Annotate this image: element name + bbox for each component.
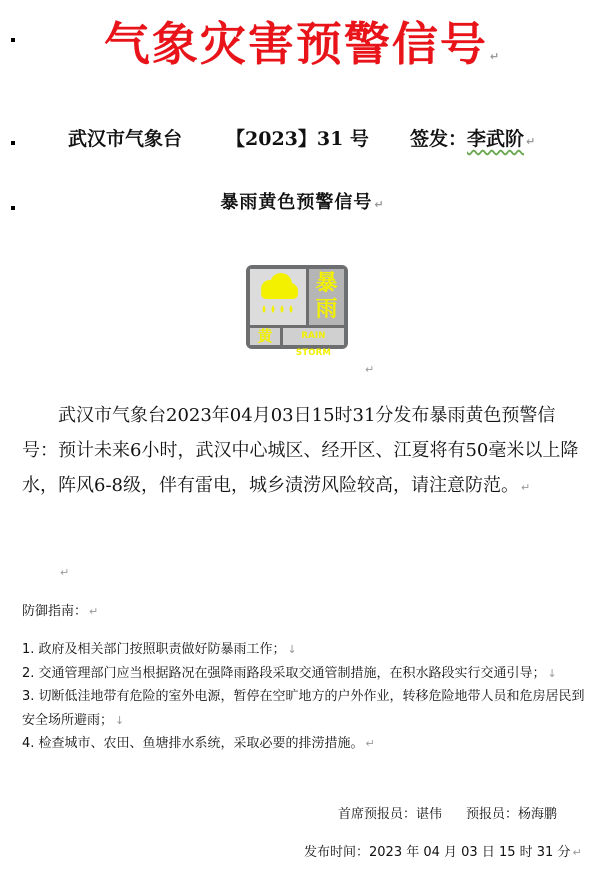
issue-time: 发布时间：2023 年 04 月 03 日 15 时 31 分 ↵ (304, 845, 582, 860)
warning-subtitle: 暴雨黄色预警信号 ↵ (220, 192, 385, 213)
cloud-rain-icon (250, 269, 306, 325)
issuer: 武汉市气象台 (68, 128, 183, 150)
rainstorm-yellow-warning-icon (246, 265, 348, 358)
paragraph-mark: ↵ (365, 737, 375, 750)
header-line (68, 124, 535, 151)
paragraph-mark: ↵ (365, 363, 375, 376)
defense-guide-list (22, 638, 592, 756)
icon-char-yu: 雨 (315, 296, 338, 322)
warning-body (22, 398, 582, 505)
icon-english-label: RAIN STORM (295, 331, 332, 358)
signer (410, 124, 524, 151)
signer-name: 李武阶 (467, 128, 525, 150)
list-item: 3. 切断低洼地带有危险的室外电源，暂停在空旷地方的户外作业，转移危险地带人员和危房居民到安全场所避雨； ↓ (22, 689, 585, 728)
line-break-mark: ↓ (287, 643, 297, 656)
document-number: 【2023】31 号 (226, 128, 369, 150)
paragraph-mark: ↵ (526, 135, 536, 148)
list-item: 1. 政府及相关部门按照职责做好防暴雨工作； ↓ (22, 642, 297, 657)
defense-guide-title: 防御指南： ↵ (22, 604, 99, 619)
bullet-mark (11, 141, 15, 145)
line-break-mark: ↓ (115, 713, 125, 727)
document-title: 气象灾害预警信号 ↵ (103, 17, 502, 71)
list-item: 4. 检查城市、农田、鱼塘排水系统，采取必要的排涝措施。 ↵ (22, 736, 375, 751)
chief-forecaster: 首席预报员：谌伟 (338, 807, 443, 822)
line-break-mark: ↓ (547, 666, 557, 680)
paragraph-mark: ↵ (89, 605, 99, 618)
warning-body-text: 武汉市气象台2023年04月03日15时31分发布暴雨黄色预警信号：预计未来6小时，武汉中心城区、经开区、江夏将有50毫米以上降水，阵风6-8级，伴有雷电，城乡渍涝风险较高，请注意防范。 (22, 405, 579, 496)
paragraph-mark: ↵ (374, 198, 385, 211)
icon-char-bao: 暴 (315, 270, 338, 296)
signer-label: 签发： (410, 128, 468, 150)
paragraph-mark: ↵ (60, 566, 70, 579)
paragraph-mark: ↵ (489, 50, 502, 63)
forecasters-line (338, 803, 557, 822)
paragraph-mark: ↵ (572, 846, 582, 859)
weather-panel (250, 269, 306, 325)
icon-level-char: 黄 (257, 327, 273, 345)
list-item: 2. 交通管理部门应当根据路况在强降雨路段采取交通管制措施，在积水路段实行交通引导； ↓ (22, 665, 557, 681)
paragraph-mark: ↵ (520, 481, 531, 494)
forecaster: 预报员：杨海鹏 (466, 807, 558, 822)
